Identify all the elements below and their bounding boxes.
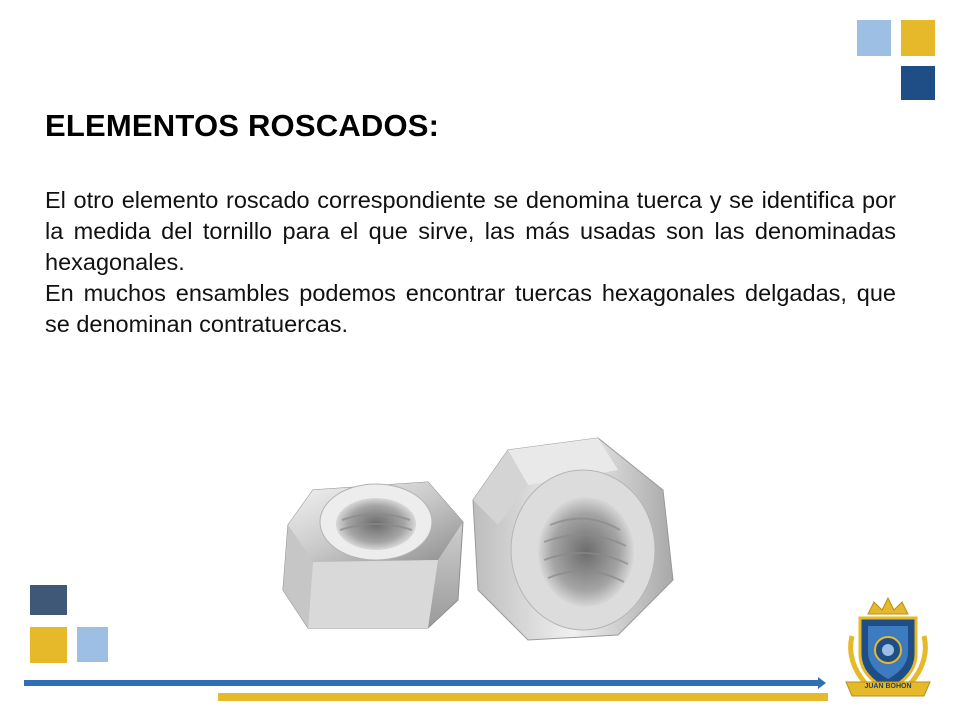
hex-nut-left xyxy=(283,482,463,628)
decor-square-light-blue-bottom xyxy=(77,627,108,662)
footer-bar-gold xyxy=(218,693,828,701)
decor-square-gold-bottom xyxy=(30,627,67,663)
paragraph-contratuercas: En muchos ensambles podemos encontrar tuercas hexagonales delgadas, que se denominan contratuercas. xyxy=(45,280,896,337)
decor-square-slate xyxy=(30,585,67,615)
footer-bar-arrow xyxy=(818,677,826,689)
slide-body xyxy=(45,185,896,340)
decor-square-light-blue xyxy=(857,20,891,56)
decor-square-gold xyxy=(901,20,935,56)
footer-bar-blue xyxy=(24,680,819,686)
paragraph-tuerca: El otro elemento roscado correspondiente se denomina tuerca y se identifica por la medida del tornillo para el que sirve, las más usadas son las denominadas hexagonales. xyxy=(45,187,896,275)
decor-square-navy xyxy=(901,66,935,100)
hex-nut-right xyxy=(473,438,673,640)
slide-title: ELEMENTOS ROSCADOS: xyxy=(45,108,440,143)
logo-banner-text: JUAN BOHON xyxy=(864,683,912,690)
hex-nuts-image xyxy=(268,430,688,655)
